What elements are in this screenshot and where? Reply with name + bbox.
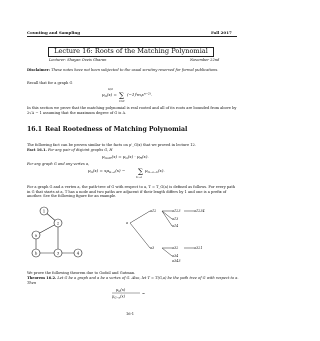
tree-node-5: a14 <box>172 224 179 228</box>
tree-node-7: a32 <box>172 246 179 250</box>
node-label-3: 3 <box>56 250 60 256</box>
fact-label: Fact 16.1. <box>27 148 47 152</box>
path-tree <box>120 205 240 265</box>
node-label-b: b <box>34 250 38 256</box>
lecture-date: November 22nd <box>190 58 220 63</box>
tree-node-root: a <box>126 221 129 225</box>
section-number: 16.1 <box>27 126 43 133</box>
recall-line: Recall that for a graph G <box>27 81 73 85</box>
header-rule <box>27 36 237 37</box>
tree-node-6: a3 <box>150 246 155 250</box>
lecturer-line: Lecturer: Shayan Oveis Gharan <box>49 58 107 63</box>
lecture-title: Lecture 16: Roots of the Matching Polynomial <box>54 46 208 55</box>
tree-node-1: a12 <box>150 209 157 213</box>
intro-paragraph: In this section we prove that the matching polynomial is real rooted and all of its roots are bounded from above by 2√Δ − 1 assuming that the maximum degree of G is Δ. <box>27 106 237 115</box>
disclaimer-text: These notes have not been subjected to the usual scrutiny reserved for formal publications. <box>51 68 219 72</box>
theorem-equals: = <box>142 291 146 296</box>
course-title: Counting and Sampling <box>27 30 81 35</box>
tree-edge-a3-a34 <box>162 248 172 256</box>
theorem-formula <box>110 286 160 302</box>
disclaimer-label: Disclaimer: <box>27 68 51 72</box>
formula-recurrence-term: $\mu_{G-a-b}(x)$. <box>145 168 165 174</box>
path-tree-paragraph: For a graph G and a vertex a, the path-tree of G with respect to a, T = T_G(a) is defined as follows. For every path in G that starts at a, T has a node and two paths are adjacent if their length differs by 1 and one is a prefix of another. See the following figure for an example. <box>27 185 236 198</box>
tree-node-4: a13 <box>172 217 179 221</box>
sum-symbol-2: ∑ <box>138 167 143 176</box>
theorem-intro: We prove the following theorem due to Godsil and Gutman. <box>27 271 136 275</box>
sum-range-2: b∼a <box>136 175 143 179</box>
tree-node-10: a343 <box>172 259 181 263</box>
term: Fall 2017 <box>211 30 232 35</box>
theorem-label: Theorem 16.2. <box>27 276 57 280</box>
formula-recurrence: $\mu_G(x) = x\mu_{G-a}(x)$ − <box>88 168 126 174</box>
theorem-line <box>27 276 239 285</box>
node-label-1: 1 <box>42 208 46 214</box>
tree-node-9: a34 <box>172 254 179 258</box>
tree-edge-a-a3 <box>130 223 150 248</box>
example-graph <box>28 205 88 260</box>
sum-upper-limit: n/2 <box>108 87 113 91</box>
tree-node-2: a123 <box>172 209 181 213</box>
section-intro: The following fact can be proven similar to the facts on μ'_G(x) that we proved in lecture 12. <box>27 143 196 147</box>
node-label-2: 2 <box>56 220 60 226</box>
formula-rhs: $(-1)^im_ix^{n-2i}$. <box>127 91 153 98</box>
fact-vertex-line: For any graph G and any vertex a, <box>27 162 90 166</box>
matching-polynomial-formula <box>100 86 190 104</box>
tree-node-3: a1234 <box>194 209 205 213</box>
fact-formula-2 <box>86 166 196 180</box>
tree-edge-a12-a14 <box>162 211 172 226</box>
fact-text: For any pair of disjoint graphs G, H <box>47 148 113 152</box>
tree-node-8: a321 <box>194 246 203 250</box>
sum-lower-limit: i=0 <box>119 99 125 103</box>
node-label-a: a <box>34 232 38 238</box>
theorem-numerator: $\mu_G(x)$ <box>116 288 126 293</box>
tree-edge-a12-a13 <box>162 211 172 219</box>
theorem-text: Let G be a graph and a be a vertex of G. Also, let T = T(G,a) be the path tree of G with respect to a. Then <box>27 276 239 285</box>
formula-lhs: $\mu_G(x)$ = <box>102 92 117 98</box>
tree-edge-a-a12 <box>130 211 150 223</box>
sum-symbol: ∑ <box>119 91 124 100</box>
theorem-denominator: $\mu_{G-a}(x)$ <box>112 294 125 300</box>
node-label-4: 4 <box>76 250 80 256</box>
fact-formula-1 <box>100 152 170 160</box>
disclaimer <box>27 68 242 73</box>
page-number: 16-1 <box>126 312 135 316</box>
section-title: Real Rootedness of Matching Polynomial <box>45 126 188 133</box>
formula-union: $\mu_{G\cup H}(x) = \mu_G(x) \cdot \mu_H(x)$. <box>102 154 149 160</box>
